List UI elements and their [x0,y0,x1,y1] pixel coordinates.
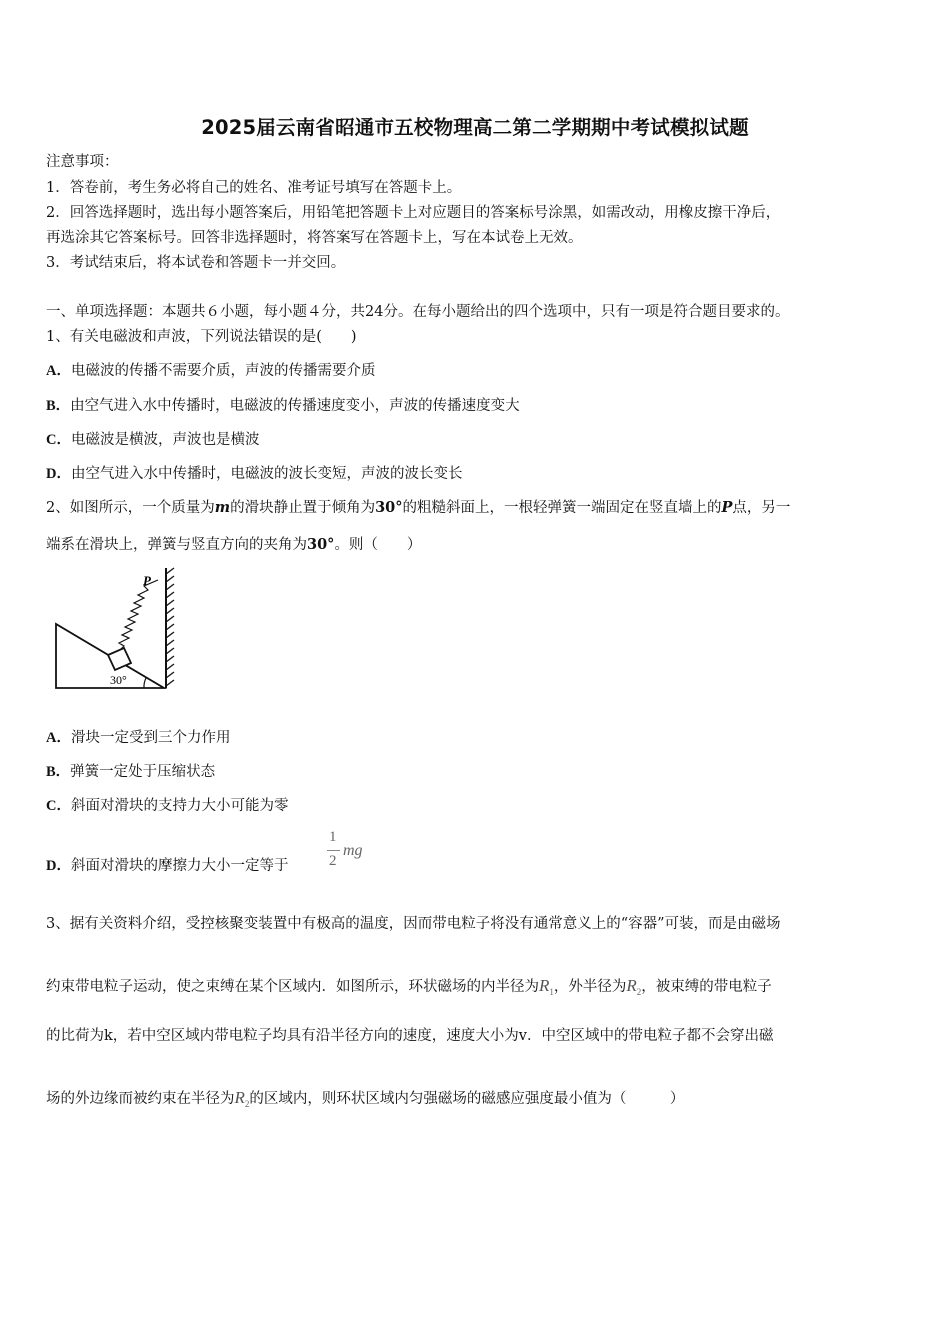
notice-item-3: 3．考试结束后，将本试卷和答题卡一并交回。 [46,255,346,271]
angle-value: 30° [375,499,403,516]
option-key: A． [46,730,71,746]
option-text: 斜面对滑块的摩擦力大小一定等于 [70,858,289,874]
option-key: D． [46,858,71,874]
option-key: B． [46,764,71,780]
option-key: A． [46,363,71,379]
stem-text: 的粗糙斜面上，一根轻弹簧一端固定在竖直墙上的 [402,500,722,516]
stem-text: 的滑块静止置于倾角为 [230,500,376,516]
stem-text: 2、如图所示，一个质量为 [46,500,215,516]
option-key: B． [46,398,71,414]
q2-stem-line1 [46,498,790,518]
q1-option-b [46,396,520,416]
q2-option-a [46,728,230,748]
radius-subscript: 2 [636,987,642,997]
notice-item-1: 1．答卷前，考生务必将自己的姓名、准考证号填写在答题卡上。 [46,180,462,196]
notice-heading: 注意事项： [46,154,119,170]
radius-letter: R [626,976,637,995]
mass-symbol: m [214,499,231,516]
option-text: 由空气进入水中传播时，电磁波的传播速度变小，声波的传播速度变大 [70,398,520,414]
angle-arc [144,678,146,688]
q3-line2 [46,976,772,1002]
stem-text: 约束带电粒子运动，使之束缚在某个区域内．如图所示，环状磁场的内半径为 [46,979,539,995]
q1-option-a [46,361,375,381]
stem-text: 端系在滑块上，弹簧与竖直方向的夹角为 [46,537,307,553]
option-text: 由空气进入水中传播时，电磁波的波长变短，声波的波长变长 [70,466,463,482]
point-p-label: P [143,573,151,588]
q2-stem-line2 [46,535,421,555]
point-symbol: P [721,499,733,516]
bound-radius-symbol [235,1088,250,1107]
option-text: 斜面对滑块的支持力大小可能为零 [70,798,289,814]
mg-symbol: mg [343,842,363,859]
inner-radius-symbol [539,976,554,995]
q2-option-c [46,796,288,816]
q2-option-b [46,762,215,782]
q1-option-c [46,430,259,450]
option-key: C． [46,432,71,448]
fraction-bar [327,850,340,851]
fraction-denominator: 2 [329,853,337,869]
spring [119,580,158,650]
q1-option-d [46,464,462,484]
option-key: C． [46,798,71,814]
option-key: D． [46,466,71,482]
q3-line1: 3、据有关资料介绍，受控核聚变装置中有极高的温度，因而带电粒子将没有通常意义上的“容器”可装，而是由磁场 [46,916,781,932]
q1-stem: 1、有关电磁波和声波，下列说法错误的是( ) [46,329,357,345]
stem-text: ，被束缚的带电粒子 [641,979,772,995]
q3-line4 [46,1088,684,1114]
radius-subscript: 2 [244,1099,250,1109]
option-text: 电磁波的传播不需要介质，声波的传播需要介质 [70,363,376,379]
stem-text: ，外半径为 [553,979,627,995]
q2-option-d [46,856,288,876]
notice-item-2a: 2．回答选择题时，选出每小题答案后，用铅笔把答题卡上对应题目的答案标号涂黑，如需改动，用橡皮擦干净后， [46,205,781,221]
outer-radius-symbol [626,976,641,995]
fraction-numerator: 1 [329,829,337,845]
incline-spring-figure [48,566,178,692]
section-heading: 一、单项选择题：本题共６小题，每小题４分，共24分。在每小题给出的四个选项中，只有一项是符合题目要求的。 [46,304,790,320]
q3-line3: 的比荷为k，若中空区域内带电粒子均具有沿半径方向的速度，速度大小为v．中空区域中的带电粒子都不会穿出磁 [46,1028,774,1044]
option-text: 弹簧一定处于压缩状态 [70,764,216,780]
option-text: 滑块一定受到三个力作用 [70,730,231,746]
page-title: 2025届云南省昭通市五校物理高二第二学期期中考试模拟试题 [201,116,749,139]
stem-text: 场的外边缘而被约束在半径为 [46,1091,235,1107]
stem-text: 点，另一 [732,500,791,516]
radius-subscript: 1 [549,987,554,997]
radius-letter: R [234,1088,245,1107]
wall-hatching [166,568,174,686]
angle-value: 30° [307,536,335,553]
stem-text: 的区域内，则环状区域内匀强磁场的磁感应强度最小值为（ ） [249,1091,685,1107]
radius-letter: R [539,976,550,995]
angle-label: 30° [110,673,127,687]
notice-item-2b: 再选涂其它答案标号。回答非选择题时，将答案写在答题卡上，写在本试卷上无效。 [46,230,583,246]
stem-text: 。则（ ） [334,537,422,553]
option-text: 电磁波是横波，声波也是横波 [70,432,260,448]
